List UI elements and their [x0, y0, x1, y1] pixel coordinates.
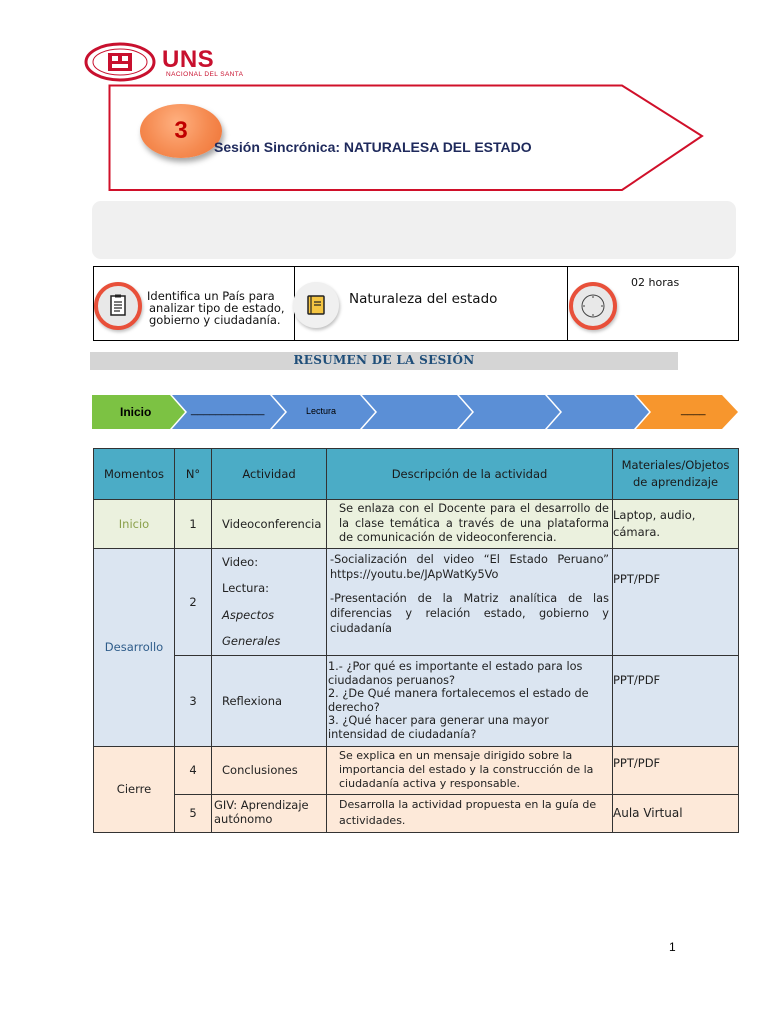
row-activity: Reflexiona [212, 655, 327, 746]
flow-label-blank: ____________ [191, 404, 265, 416]
momento-inicio: Inicio [94, 500, 175, 549]
summary-header-bar [90, 352, 678, 370]
university-seal-icon [84, 42, 156, 82]
objective-line: analizar tipo de estado, [149, 301, 285, 315]
header-momentos: Momentos [94, 449, 175, 500]
summary-title: RESUMEN DE LA SESIÓN [293, 353, 475, 367]
description-line: -Presentación de la Matriz analítica de las diferencias y relación estado, gobierno y ciudadanía [330, 592, 609, 635]
row-activity: GIV: Aprendizaje autónomo [212, 794, 327, 832]
row-number: 2 [175, 549, 212, 656]
objective-text [145, 290, 285, 326]
momento-cierre: Cierre [94, 746, 175, 832]
flow-label-inicio: Inicio [120, 405, 152, 419]
row-materials: PPT/PDF [613, 549, 739, 656]
duration-cell [568, 267, 738, 340]
objective-line: Identifica un País para [147, 289, 275, 303]
clock-icon [569, 282, 617, 330]
topic-text: Naturaleza del estado [349, 291, 498, 307]
description-line: -Socialización del video “El Estado Peruano” https://youtu.be/JApWatKy5Vo [330, 553, 609, 581]
session-number-badge: 3 [140, 104, 222, 158]
materials-line: cámara. [613, 525, 661, 539]
objective-line: gobierno y ciudadanía. [149, 313, 281, 327]
session-info-table [93, 266, 739, 341]
header-descripcion: Descripción de la actividad [327, 449, 613, 500]
flow-step [362, 395, 472, 429]
duration-text: 02 horas [631, 276, 680, 289]
document-icon [94, 282, 142, 330]
activities-table [93, 448, 739, 833]
university-logo [84, 42, 254, 84]
header-materiales [613, 449, 739, 500]
row-description: Se explica en un mensaje dirigido sobre la importancia del estado y la construcción de la ciudadanía activa y responsable. [327, 746, 613, 794]
session-flow [92, 395, 740, 429]
table-row [94, 746, 739, 794]
row-activity: Videoconferencia [212, 500, 327, 549]
momento-desarrollo: Desarrollo [94, 549, 175, 747]
flow-label-end: ____ [681, 404, 706, 416]
header-materiales-line: Materiales/Objetos [621, 458, 730, 473]
row-materials [613, 500, 739, 549]
activity-line: Lectura: [222, 581, 270, 596]
logo-subtitle: NACIONAL DEL SANTA [166, 71, 244, 78]
table-row [94, 655, 739, 746]
logo-wordmark: UNS [162, 46, 215, 73]
topic-cell [295, 267, 568, 340]
row-materials: PPT/PDF [613, 746, 739, 794]
row-description: Se enlaza con el Docente para el desarrollo de la clase temática a través de una plataforma de comunicación de videoconferencia. [327, 500, 613, 549]
table-row [94, 794, 739, 832]
row-materials: Aula Virtual [613, 794, 739, 832]
flow-step [547, 395, 649, 429]
row-description: Desarrolla la actividad propuesta en la guía de actividades. [327, 794, 613, 832]
session-title: Sesión Sincrónica: NATURALESA DEL ESTADO [214, 139, 532, 155]
header-n: N° [175, 449, 212, 500]
row-activity: Conclusiones [212, 746, 327, 794]
description-line: 1.- ¿Por qué es importante el estado para los ciudadanos peruanos? [328, 660, 583, 687]
row-description [327, 655, 613, 746]
materials-line: Laptop, audio, [613, 508, 696, 523]
book-icon [293, 282, 339, 328]
row-activity [212, 549, 327, 656]
header-actividad: Actividad [212, 449, 327, 500]
objective-cell [94, 267, 295, 340]
header-materiales-line: de aprendizaje [632, 475, 719, 489]
activity-line: Video: [222, 555, 259, 570]
empty-note-box [92, 201, 736, 259]
description-line: 3. ¿Qué hacer para generar una mayor intensidad de ciudadanía? [328, 714, 549, 741]
description-line: 2. ¿De Qué manera fortalecemos el estado de derecho? [328, 687, 589, 714]
row-number: 1 [175, 500, 212, 549]
row-number: 3 [175, 655, 212, 746]
row-description [327, 549, 613, 656]
table-row [94, 549, 739, 656]
table-row [94, 500, 739, 549]
row-materials: PPT/PDF [613, 655, 739, 746]
row-number: 5 [175, 794, 212, 832]
page-number: 1 [669, 940, 676, 954]
table-header-row [94, 449, 739, 500]
row-number: 4 [175, 746, 212, 794]
flow-label-lectura: Lectura [306, 406, 337, 416]
flow-step [459, 395, 560, 429]
activity-line: Aspectos Generales [222, 607, 281, 649]
